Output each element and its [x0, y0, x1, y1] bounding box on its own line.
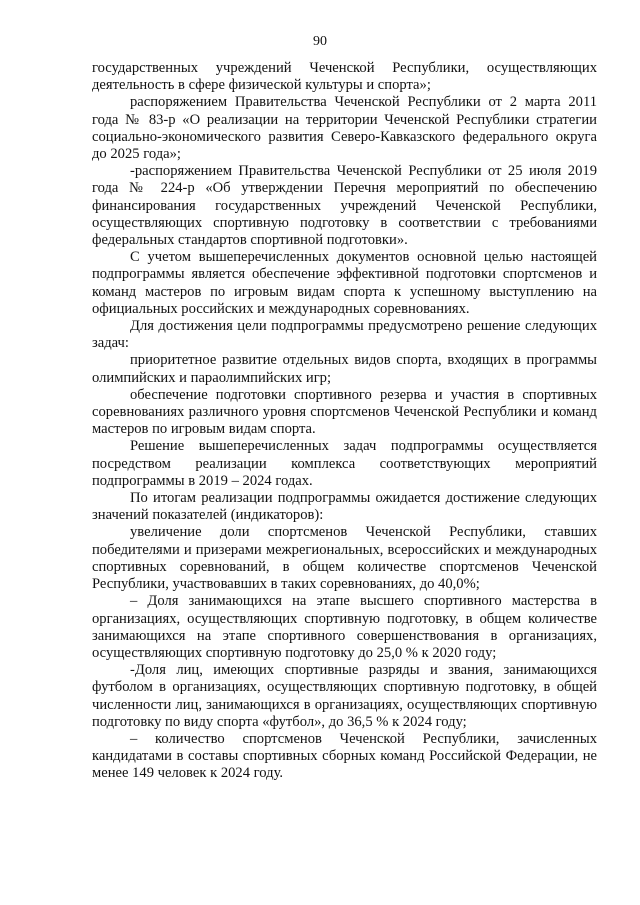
paragraph-main-goal: С учетом вышеперечисленных документов основной целью настоящей подпрограммы является обеспечение эффективной подготовки спортсменов и команд мастеров по игровым видам спорта к успешному выступлению на официальных российских и международных соревнованиях. — [92, 249, 597, 317]
paragraph-task-2: обеспечение подготовки спортивного резерва и участия в спортивных соревнованиях различного уровня спортсменов Чеченской Республики и команд мастеров по игровым видам спорта. — [92, 386, 597, 438]
paragraph-task-1: приоритетное развитие отдельных видов спорта, входящих в программы олимпийских и параолимпийских игр; — [92, 352, 597, 386]
paragraph-decree-224r: -распоряжением Правительства Чеченской Республики от 25 июля 2019 года № 224-р «Об утверждении Перечня мероприятий по обеспечению финансирования государственных учреждений Чеченской Республики, осуществляющих спортивную подготовку в соответствии с требованиями федеральных стандартов спортивной подготовки». — [92, 163, 597, 249]
paragraph-indicator-2: – Доля занимающихся на этапе высшего спортивного мастерства в организациях, осуществляющих спортивную подготовку, в общем количестве занимающихся на этапе спортивного совершенствования в организациях, осуществляющих спортивную подготовку до 25,0 % к 2020 году; — [92, 593, 597, 661]
paragraph-indicator-3: -Доля лиц, имеющих спортивные разряды и звания, занимающихся футболом в организациях, осуществляющих спортивную подготовку, в общей численности лиц, занимающихся в организациях, осуществляющих спортивную подготовку по виду спорта «футбол», до 36,5 % к 2024 году; — [92, 662, 597, 730]
page-number: 90 — [313, 34, 327, 49]
paragraph-indicator-1: увеличение доли спортсменов Чеченской Республики, ставших победителями и призерами межрегиональных, всероссийских и международных спортивных соревнований, в общем количестве спортсменов Чеченской Республики, участвовавших в таких соревнованиях, до 40,0%; — [92, 524, 597, 593]
paragraph-tasks-intro: Для достижения цели подпрограммы предусмотрено решение следующих задач: — [92, 318, 597, 352]
page-body — [92, 60, 597, 783]
paragraph-indicators-intro: По итогам реализации подпрограммы ожидается достижение следующих значений показателей (индикаторов): — [92, 490, 597, 524]
paragraph-indicator-4: – количество спортсменов Чеченской Республики, зачисленных кандидатами в составы спортивных сборных команд Российской Федерации, не менее 149 человек к 2024 году. — [92, 730, 597, 782]
paragraph-implementation: Решение вышеперечисленных задач подпрограммы осуществляется посредством реализации комплекса соответствующих мероприятий подпрограммы в 2019 – 2024 годах. — [92, 438, 597, 489]
paragraph-continuation: государственных учреждений Чеченской Республики, осуществляющих деятельность в сфере физической культуры и спорта»; — [92, 60, 597, 94]
paragraph-decree-83r: распоряжением Правительства Чеченской Республики от 2 марта 2011 года № 83-р «О реализации на территории Чеченской Республики стратегии социально-экономического развития Северо-Кавказского федерального округа до 2025 года»; — [92, 94, 597, 163]
